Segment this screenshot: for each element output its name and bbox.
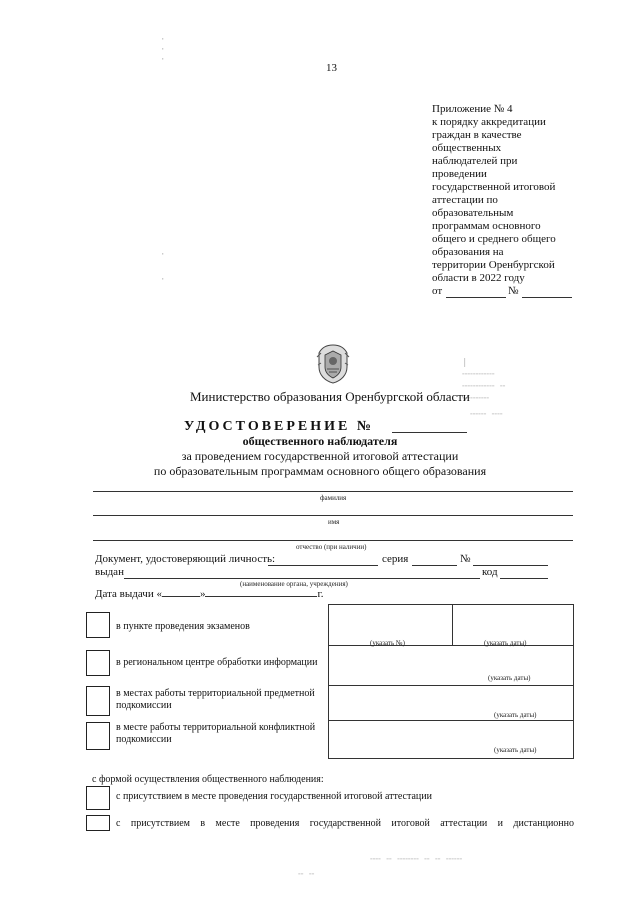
appendix-number-line xyxy=(522,297,572,298)
series-line xyxy=(412,565,457,566)
appendix-from-label: от xyxy=(432,285,443,297)
name-caption: имя xyxy=(328,518,340,526)
patronymic-line xyxy=(93,540,573,541)
table-border xyxy=(328,685,574,686)
scan-artifact: ╌ ╌ xyxy=(298,870,315,880)
location-subject-subcommission-label: в местах работы территориальной предметной подкомиссии xyxy=(116,688,315,711)
table-border xyxy=(328,645,574,646)
table-border xyxy=(328,758,574,759)
ministry-name: Министерство образования Оренбургской области xyxy=(190,389,470,404)
scan-artifact: · xyxy=(160,35,166,45)
code-line xyxy=(500,578,548,579)
checkbox-regional-center[interactable] xyxy=(86,650,110,676)
appendix-line: Приложение № 4 xyxy=(432,103,513,115)
year-suffix: г. xyxy=(317,588,324,600)
certificate-number-line xyxy=(392,432,467,433)
location-regional-center-label: в региональном центре обработки информации xyxy=(116,657,318,668)
appendix-line: граждан в качестве xyxy=(432,129,522,141)
location-conflict-subcommission-label: в месте работы территориальной конфликтной подкомиссии xyxy=(116,722,316,745)
scan-artifact: · xyxy=(160,275,166,285)
number-label: № xyxy=(460,553,471,565)
document-line xyxy=(268,565,378,566)
hint-specify-dates: (указать даты) xyxy=(494,711,537,719)
appendix-line: наблюдателей при xyxy=(432,155,518,167)
table-border xyxy=(328,604,574,605)
surname-caption: фамилия xyxy=(320,494,347,502)
location-exam-point-label: в пункте проведения экзаменов xyxy=(116,621,250,632)
scan-artifact: · xyxy=(160,250,166,260)
appendix-line: аттестации по xyxy=(432,194,498,206)
appendix-line: образовательным xyxy=(432,207,514,219)
appendix-number-label: № xyxy=(508,285,519,297)
appendix-line: проведении xyxy=(432,168,487,180)
certificate-title: УДОСТОВЕРЕНИЕ № xyxy=(184,419,374,434)
issue-date-label: Дата выдачи « xyxy=(95,588,162,600)
appendix-line: образования на xyxy=(432,246,504,258)
document-label: Документ, удостоверяющий личность: xyxy=(95,553,276,565)
form-heading: с формой осуществления общественного наблюдения: xyxy=(92,774,324,785)
appendix-line: общего и среднего общего xyxy=(432,233,556,245)
coat-of-arms-emblem xyxy=(315,343,351,385)
issuer-caption: (наименование органа, учреждения) xyxy=(240,580,348,588)
checkbox-conflict-subcommission[interactable] xyxy=(86,722,110,750)
scan-artifact: · xyxy=(160,45,166,55)
appendix-line: государственной итоговой xyxy=(432,181,556,193)
appendix-line: к порядку аккредитации xyxy=(432,116,546,128)
stamp-artifact: ╌╌╌╌╌╌ ╌ xyxy=(462,382,506,392)
checkbox-subject-subcommission[interactable] xyxy=(86,686,110,716)
hint-specify-number: (указать №) xyxy=(370,639,405,647)
hint-specify-dates: (указать даты) xyxy=(484,639,527,647)
certificate-subtitle: общественного наблюдателя xyxy=(242,434,398,448)
stamp-artifact: | xyxy=(462,358,468,368)
scan-artifact: · xyxy=(160,55,166,65)
hint-specify-dates: (указать даты) xyxy=(494,746,537,754)
certificate-line2: по образовательным программам основного общего образования xyxy=(153,464,487,478)
certificate-title-row xyxy=(184,417,374,435)
stamp-artifact: ╌╌╌╌╌╌ xyxy=(462,370,495,380)
table-border xyxy=(328,720,574,721)
hint-specify-dates: (указать даты) xyxy=(488,674,531,682)
table-border xyxy=(573,604,574,758)
appendix-line: общественных xyxy=(432,142,502,154)
appendix-line: территории Оренбургской xyxy=(432,259,555,271)
page-number: 13 xyxy=(326,62,337,74)
stamp-artifact: ╌╌╌ ╌╌ xyxy=(470,410,503,420)
checkbox-exam-point[interactable] xyxy=(86,612,110,638)
series-label: серия xyxy=(382,553,409,565)
appendix-line: программам основного xyxy=(432,220,541,232)
option-presence-remote-label: с присутствием в месте проведения государственной итоговой аттестации и дистанционно xyxy=(116,818,574,829)
patronymic-caption: отчество (при наличии) xyxy=(296,543,367,551)
option-presence-label: с присутствием в месте проведения государственной итоговой аттестации xyxy=(116,791,432,802)
issued-label: выдан xyxy=(95,566,124,578)
issue-date-row xyxy=(95,588,324,601)
checkbox-presence[interactable] xyxy=(86,786,110,810)
scan-artifact: ╌╌ ╌ ╌╌╌╌ ╌ ╌ ╌╌╌ xyxy=(370,855,463,865)
appendix-line: области в 2022 году xyxy=(432,272,525,284)
code-label: код xyxy=(482,566,498,578)
appendix-date-line xyxy=(446,297,506,298)
issued-line xyxy=(124,578,480,579)
table-border xyxy=(328,604,329,758)
table-border xyxy=(452,604,453,645)
appendix-block xyxy=(432,103,556,299)
surname-line xyxy=(93,491,573,492)
checkbox-presence-remote[interactable] xyxy=(86,815,110,831)
name-line xyxy=(93,515,573,516)
issue-date-mid: » xyxy=(199,588,206,600)
certificate-line1: за проведением государственной итоговой аттестации xyxy=(181,449,459,463)
stamp-artifact: ╌╌╌╌╌ xyxy=(462,394,490,404)
